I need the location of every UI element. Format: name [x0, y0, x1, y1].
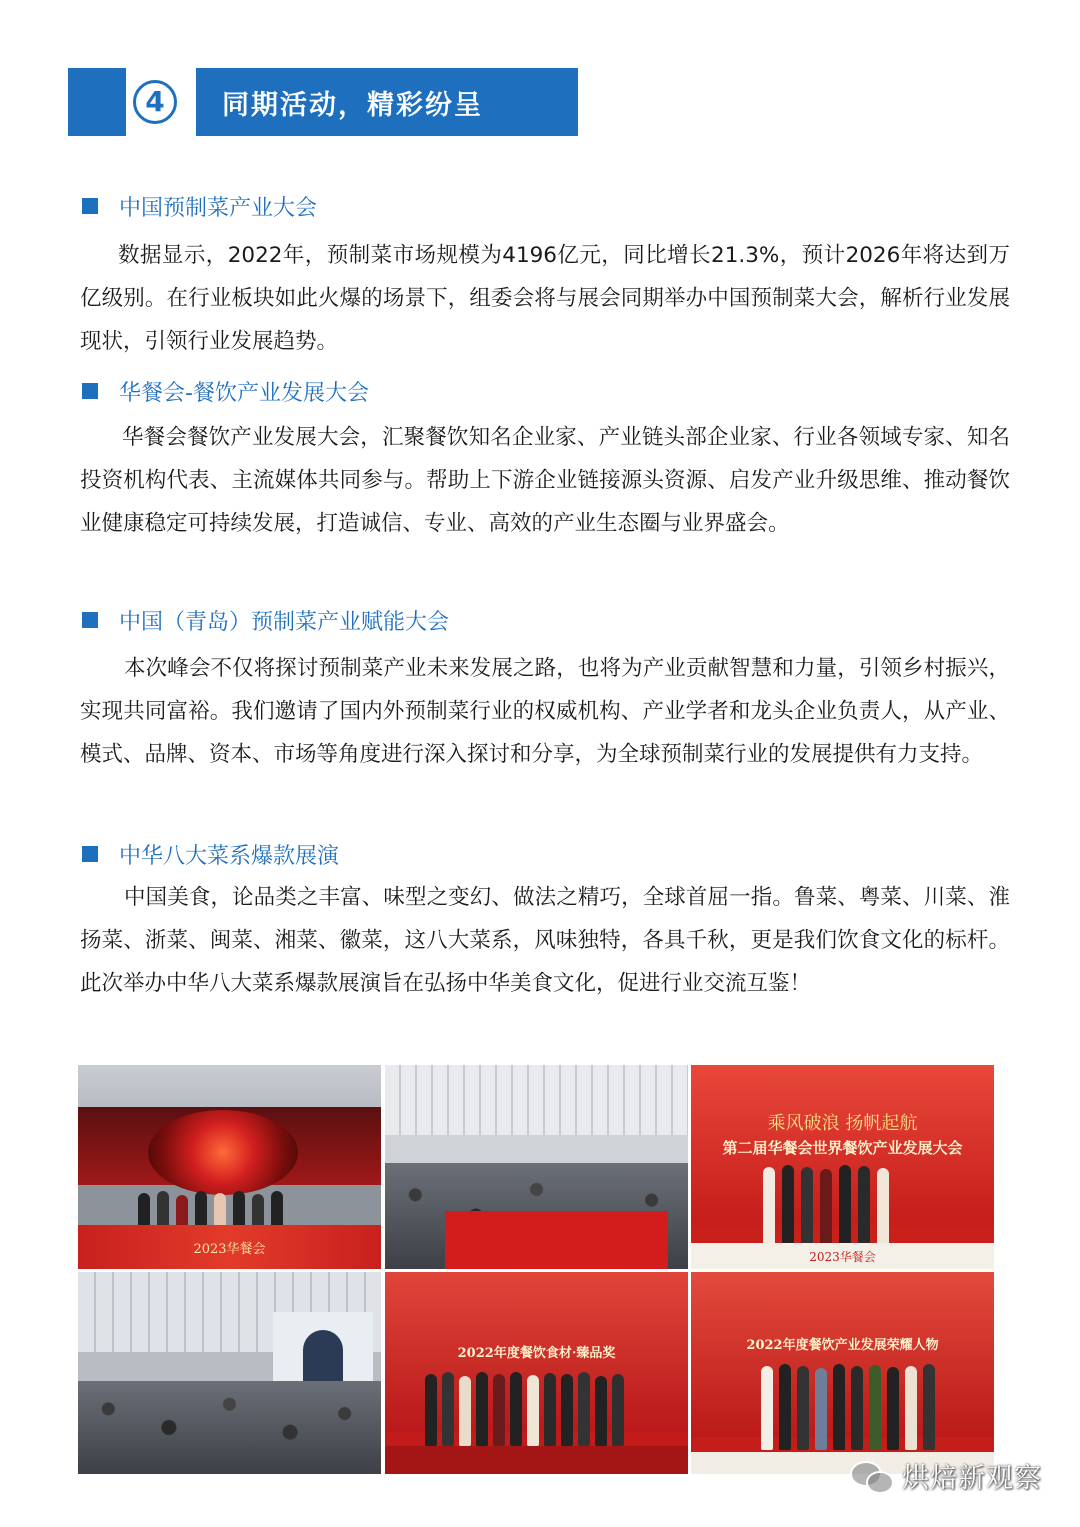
event-photo-2	[385, 1065, 688, 1269]
event-photo-6	[691, 1272, 994, 1474]
wechat-icon	[850, 1459, 894, 1493]
section-heading-2	[82, 373, 369, 409]
photo-footer: 2023华餐会	[809, 1250, 876, 1264]
event-photo-5	[385, 1272, 688, 1474]
section-heading-4	[82, 836, 339, 872]
section-heading-3	[82, 602, 449, 638]
section-title: 中华八大菜系爆款展演	[119, 843, 340, 869]
square-bullet-icon	[82, 846, 98, 862]
square-bullet-icon	[82, 612, 98, 628]
section-title: 中国预制菜产业大会	[119, 195, 318, 221]
section-heading-1	[82, 188, 317, 224]
section-body: 数据显示，2022年，预制菜市场规模为4196亿元，同比增长21.3%，预计2026年将达到万亿级别。在行业板块如此火爆的场景下，组委会将与展会同期举办中国预制菜大会，解析行业发展现状，引领行业发展趋势。	[80, 243, 1010, 354]
section-number: 4	[133, 80, 177, 124]
stage-guests	[763, 1165, 889, 1245]
stage-swirl-graphic	[148, 1110, 298, 1195]
page-title: 同期活动，精彩纷呈	[222, 89, 483, 121]
stage-banner: 2022年度餐饮食材·臻品奖	[457, 1346, 616, 1361]
red-table-cloth	[445, 1211, 668, 1269]
section-title: 中国（青岛）预制菜产业赋能大会	[119, 609, 450, 635]
stage-banner: 2022年度餐饮产业发展荣耀人物	[746, 1338, 939, 1353]
photo-caption: 2023华餐会	[193, 1242, 266, 1257]
event-photo-3	[691, 1065, 994, 1269]
stage-slogan: 乘风破浪 扬帆起航	[767, 1113, 918, 1134]
section-number-badge	[126, 68, 184, 136]
square-bullet-icon	[82, 383, 98, 399]
watermark-text: 烘焙新观察	[902, 1463, 1042, 1494]
event-photo-1	[78, 1065, 381, 1269]
section-title: 华餐会-餐饮产业发展大会	[119, 380, 369, 406]
stage-guests	[425, 1372, 624, 1446]
square-bullet-icon	[82, 198, 98, 214]
section-body: 中国美食，论品类之丰富、味型之变幻、做法之精巧，全球首屈一指。鲁菜、粤菜、川菜、淮扬菜、浙菜、闽菜、湘菜、徽菜，这八大菜系，风味独特，各具千秋，更是我们饮食文化的标杆。此次举办中华八大菜系爆款展演旨在弘扬中华美食文化，促进行业交流互鉴！	[80, 885, 1010, 996]
section-body: 华餐会餐饮产业发展大会，汇聚餐饮知名企业家、产业链头部企业家、行业各领域专家、知名投资机构代表、主流媒体共同参与。帮助上下游企业链接源头资源、启发产业升级思维、推动餐饮业健康稳定可持续发展，打造诚信、专业、高效的产业生态圈与业界盛会。	[80, 425, 1010, 536]
section-body: 本次峰会不仅将探讨预制菜产业未来发展之路，也将为产业贡献智慧和力量，引领乡村振兴，实现共同富裕。我们邀请了国内外预制菜行业的权威机构、产业学者和龙头企业负责人，从产业、模式、品牌、资本、市场等角度进行深入探讨和分享，为全球预制菜行业的发展提供有力支持。	[80, 656, 1010, 767]
header-title-bar	[196, 68, 578, 136]
header-left-block	[68, 68, 126, 136]
event-photo-4	[78, 1272, 381, 1474]
stage-banner: 第二届华餐会世界餐饮产业发展大会	[722, 1139, 963, 1157]
stage-guests	[761, 1364, 935, 1450]
watermark	[850, 1456, 1042, 1495]
